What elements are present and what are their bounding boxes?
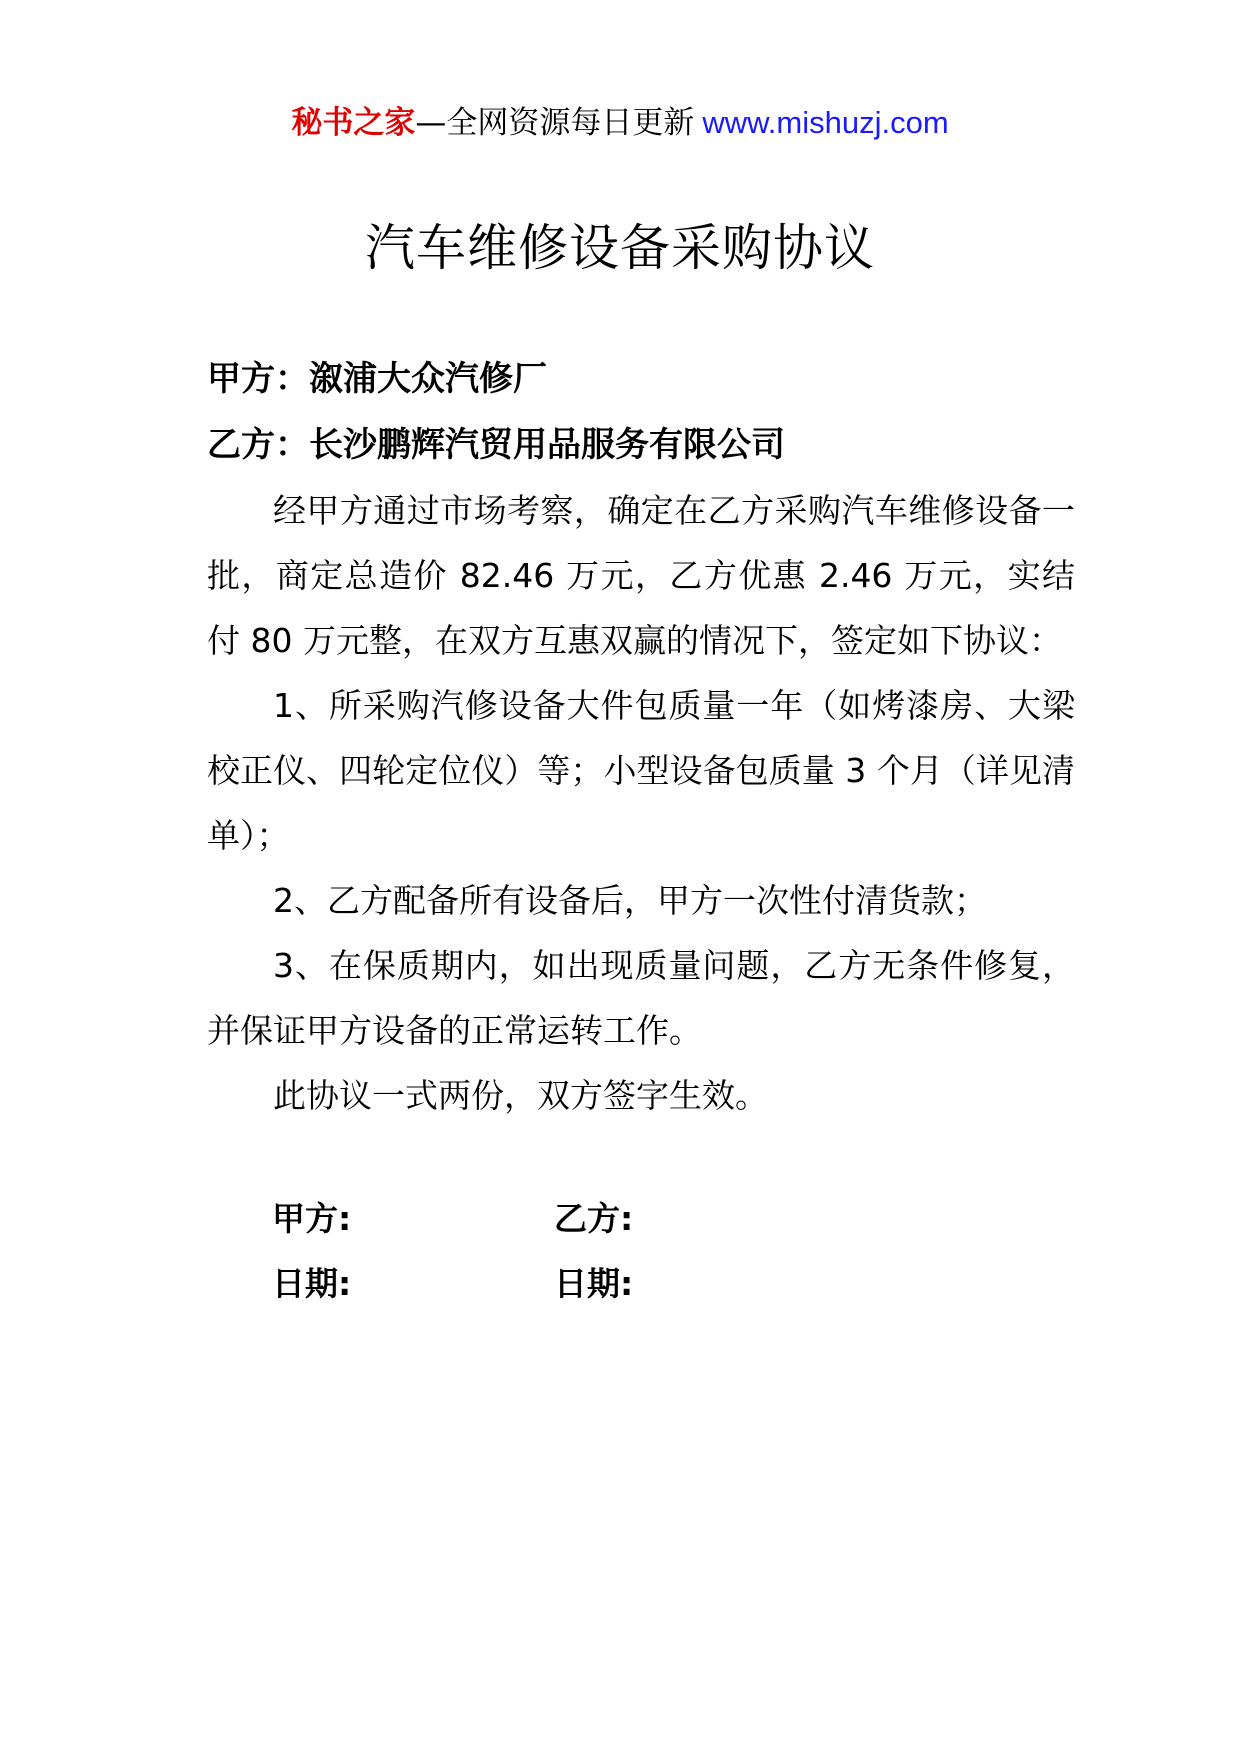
header-tagline: —全网资源每日更新	[415, 105, 695, 141]
agreement-body	[207, 478, 1075, 1128]
paragraph-clause-3: 3、在保质期内，如出现质量问题，乙方无条件修复，并保证甲方设备的正常运转工作。	[207, 946, 1075, 1050]
party-a-line: 甲方：溆浦大众汽修厂	[207, 359, 547, 399]
signature-party-a-date: 日期:	[272, 1264, 352, 1303]
signature-party-b-label: 乙方:	[554, 1199, 634, 1238]
paragraph-clause-1: 1、所采购汽修设备大件包质量一年（如烤漆房、大梁校正仪、四轮定位仪）等；小型设备包质量 3 个月（详见清单）；	[207, 686, 1075, 855]
site-header	[0, 100, 1240, 146]
header-brand: 秘书之家	[291, 105, 416, 141]
party-b-line: 乙方：长沙鹏辉汽贸用品服务有限公司	[207, 425, 785, 465]
header-url-link[interactable]: www.mishuzj.com	[702, 105, 949, 140]
document-title: 汽车维修设备采购协议	[365, 219, 875, 277]
paragraph-clause-2: 2、乙方配备所有设备后，甲方一次性付清货款；	[273, 881, 987, 920]
signature-party-a-label: 甲方:	[272, 1199, 352, 1238]
paragraph-closing: 此协议一式两份，双方签字生效。	[273, 1076, 768, 1115]
signature-party-b-date: 日期:	[554, 1264, 634, 1303]
paragraph-intro: 经甲方通过市场考察，确定在乙方采购汽车维修设备一批，商定总造价 82.46 万元，乙方优惠 2.46 万元，实结付 80 万元整，在双方互惠双赢的情况下，签定如下协议：	[207, 491, 1075, 660]
